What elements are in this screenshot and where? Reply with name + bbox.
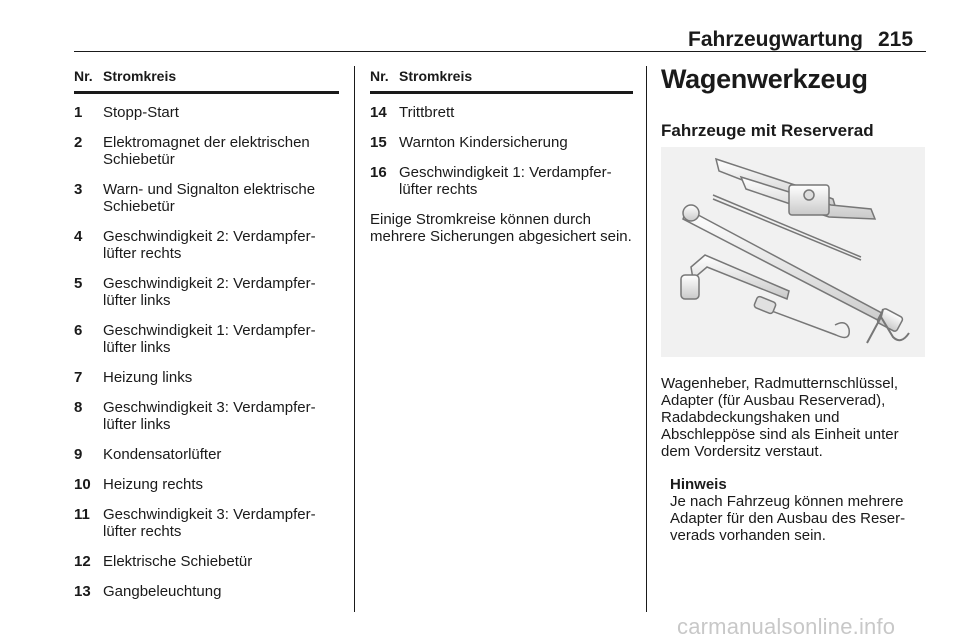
table-row bbox=[74, 275, 339, 309]
table-row bbox=[74, 476, 339, 493]
row-circuit: Geschwindigkeit 2: Verdampfer-lüfter rechts bbox=[103, 228, 316, 262]
table-row bbox=[370, 134, 633, 151]
table-row bbox=[74, 369, 339, 386]
table-row bbox=[74, 583, 339, 600]
row-number: 10 bbox=[74, 476, 91, 493]
row-circuit: Geschwindigkeit 1: Verdampfer-lüfter rechts bbox=[399, 164, 612, 198]
row-circuit: Gangbeleuchtung bbox=[103, 583, 222, 600]
column-header-nr: Nr. bbox=[370, 68, 389, 84]
column-header-nr: Nr. bbox=[74, 68, 93, 84]
row-number: 7 bbox=[74, 369, 83, 386]
row-number: 4 bbox=[74, 228, 83, 245]
table-row bbox=[74, 506, 339, 540]
table-row bbox=[370, 104, 633, 121]
row-circuit: Geschwindigkeit 1: Verdampfer-lüfter links bbox=[103, 322, 316, 356]
page-number: 215 bbox=[878, 28, 914, 51]
header-divider bbox=[74, 51, 926, 52]
fuse-table-middle bbox=[370, 68, 633, 211]
row-circuit: Geschwindigkeit 3: Verdampfer-lüfter rechts bbox=[103, 506, 316, 540]
table-row bbox=[74, 181, 339, 215]
row-circuit: Geschwindigkeit 2: Verdampfer-lüfter links bbox=[103, 275, 316, 309]
table-header bbox=[370, 68, 633, 94]
row-circuit: Kondensatorlüfter bbox=[103, 446, 222, 463]
section-title: Wagenwerkzeug bbox=[661, 64, 868, 94]
column-divider-right bbox=[646, 66, 647, 612]
tool-kit-illustration bbox=[661, 147, 925, 357]
hint-box bbox=[670, 476, 932, 544]
jack-handle-illustration bbox=[713, 195, 861, 260]
row-number: 15 bbox=[370, 134, 387, 151]
table-row bbox=[74, 399, 339, 433]
hint-text: Je nach Fahrzeug können mehrere Adapter für den Ausbau des Reser-verads vorhanden sein. bbox=[670, 493, 906, 544]
row-number: 6 bbox=[74, 322, 83, 339]
watermark: carmanualsonline.info bbox=[677, 614, 896, 639]
row-number: 16 bbox=[370, 164, 387, 181]
table-row bbox=[370, 164, 633, 198]
subsection-title: Fahrzeuge mit Reserverad bbox=[661, 121, 874, 140]
row-circuit: Heizung rechts bbox=[103, 476, 204, 493]
table-header bbox=[74, 68, 339, 94]
page-header-title: Fahrzeugwartung bbox=[688, 28, 864, 51]
column-header-stromkreis: Stromkreis bbox=[399, 68, 473, 84]
row-number: 12 bbox=[74, 553, 91, 570]
toolkit-description: Wagenheber, Radmutternschlüssel, Adapter (für Ausbau Reserverad), Radabdeckungshaken und Abschleppöse sind als Einheit unter dem Vordersitz verstaut. bbox=[661, 375, 899, 460]
fuse-note: Einige Stromkreise können durch mehrere Sicherungen abgesichert sein. bbox=[370, 211, 632, 245]
row-circuit: Trittbrett bbox=[399, 104, 455, 121]
hint-title: Hinweis bbox=[670, 476, 727, 493]
table-row bbox=[74, 104, 339, 121]
table-row bbox=[74, 134, 339, 168]
row-number: 3 bbox=[74, 181, 83, 198]
table-row bbox=[74, 322, 339, 356]
row-number: 2 bbox=[74, 134, 83, 151]
row-number: 9 bbox=[74, 446, 83, 463]
row-circuit: Geschwindigkeit 3: Verdampfer-lüfter links bbox=[103, 399, 316, 433]
row-circuit: Heizung links bbox=[103, 369, 193, 386]
table-row bbox=[74, 228, 339, 262]
table-row bbox=[74, 553, 339, 570]
row-number: 8 bbox=[74, 399, 83, 416]
row-circuit: Warn- und Signalton elektrische Schiebetür bbox=[103, 181, 316, 215]
table-row bbox=[74, 446, 339, 463]
row-number: 1 bbox=[74, 104, 83, 121]
fuse-table-left bbox=[74, 68, 339, 613]
row-number: 11 bbox=[74, 506, 90, 523]
row-number: 14 bbox=[370, 104, 387, 121]
row-circuit: Elektrische Schiebetür bbox=[103, 553, 253, 570]
column-header-stromkreis: Stromkreis bbox=[103, 68, 177, 84]
row-circuit: Warnton Kindersicherung bbox=[399, 134, 568, 151]
row-number: 13 bbox=[74, 583, 91, 600]
row-number: 5 bbox=[74, 275, 83, 292]
column-divider-left bbox=[354, 66, 355, 612]
row-circuit: Stopp-Start bbox=[103, 104, 179, 121]
row-circuit: Elektromagnet der elektrischen Schiebetür bbox=[103, 134, 310, 168]
wheel-cover-hook-illustration bbox=[753, 296, 849, 338]
